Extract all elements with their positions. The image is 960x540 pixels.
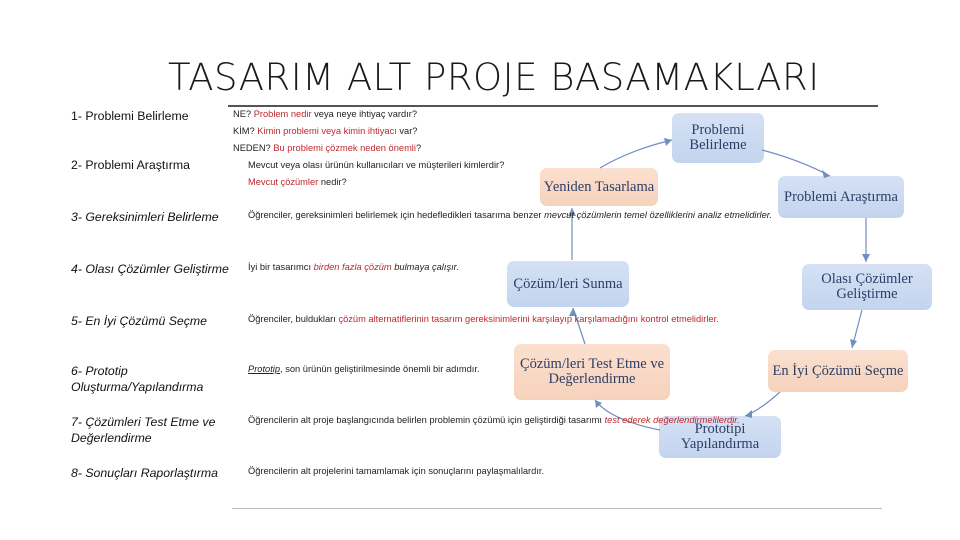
desc-5-a: Öğrenciler, buldukları bbox=[248, 314, 336, 324]
question-neden-red: Bu problemi çözmek neden önemli bbox=[273, 143, 416, 153]
desc-7 bbox=[248, 414, 740, 427]
step-2: 2- Problemi Araştırma bbox=[71, 158, 190, 172]
question-ne-red: Problem nedir bbox=[253, 109, 312, 119]
cycle-box-test-etme: Çözüm/leri Test Etme ve Değerlendirme bbox=[514, 344, 670, 400]
arrow-belirleme-to-arastirma bbox=[762, 150, 830, 176]
arrow-yeniden-to-belirleme bbox=[600, 140, 672, 168]
step-8: 8- Sonuçları Raporlaştırma bbox=[71, 466, 218, 480]
question-ne-label: NE? bbox=[233, 109, 252, 119]
desc-5 bbox=[248, 313, 719, 326]
desc-4 bbox=[248, 261, 459, 274]
cycle-box-yeniden-tasarlama: Yeniden Tasarlama bbox=[540, 168, 658, 206]
question-mevcut-rest: nedir? bbox=[320, 177, 347, 187]
page-title: TASARIM ALT PROJE BASAMAKLARI bbox=[168, 56, 820, 99]
question-kim-red: Kimin problemi veya kimin ihtiyacı bbox=[257, 126, 397, 136]
desc-5-b: çözüm alternatiflerinin tasarım gereksinimlerini karşılayıp karşılamadığını kontrol etmelidirler. bbox=[338, 314, 719, 324]
desc-4-c: bulmaya çalışır. bbox=[394, 262, 460, 272]
desc-6-a: Prototip bbox=[248, 364, 281, 374]
desc-6 bbox=[248, 363, 480, 376]
desc-6-b: , son ürünün geliştirilmesinde önemli bir adımdır. bbox=[280, 364, 480, 374]
question-neden-label: NEDEN? bbox=[233, 143, 271, 153]
cycle-box-problemi-arastirma: Problemi Araştırma bbox=[778, 176, 904, 218]
desc-3-b: mevcut çözümlerin temel özelliklerini analiz etmelidirler. bbox=[544, 210, 773, 220]
step-6: 6- Prototip Oluşturma/Yapılandırma bbox=[71, 364, 204, 394]
question-mevcut: Mevcut veya olası ürünün kullanıcıları ve müşterileri kimlerdir? bbox=[248, 160, 505, 170]
desc-3 bbox=[248, 209, 772, 222]
cycle-box-cozumleri-sunma: Çözüm/leri Sunma bbox=[507, 261, 629, 307]
question-mevcut-cozumler bbox=[248, 176, 347, 189]
desc-7-b: test ederek değerlendirmelilerdir. bbox=[604, 415, 740, 425]
question-ne bbox=[233, 108, 417, 121]
cycle-box-olasi-cozumler: Olası Çözümler Geliştirme bbox=[802, 264, 932, 310]
desc-8: Öğrencilerin alt projelerini tamamlamak için sonuçlarını paylaşmalılardır. bbox=[248, 466, 545, 476]
step-3: 3- Gereksinimleri Belirleme bbox=[71, 210, 219, 224]
step-4: 4- Olası Çözümler Geliştirme bbox=[71, 262, 229, 276]
cycle-box-problemi-belirleme: Problemi Belirleme bbox=[672, 113, 764, 163]
desc-4-a: İyi bir tasarımcı bbox=[248, 262, 312, 272]
cycle-box-prototip: Prototipi Yapılandırma bbox=[659, 416, 781, 458]
question-ne-rest: veya neye ihtiyaç vardır? bbox=[314, 109, 417, 119]
desc-4-b: birden fazla çözüm bbox=[313, 262, 392, 272]
cycle-box-en-iyi-cozum: En İyi Çözümü Seçme bbox=[768, 350, 908, 392]
desc-3-a: Öğrenciler, gereksinimleri belirlemek için hedefledikleri tasarıma benzer bbox=[248, 210, 542, 220]
bottom-divider bbox=[232, 508, 882, 509]
step-7: 7- Çözümleri Test Etme ve Değerlendirme bbox=[71, 415, 216, 445]
question-kim bbox=[233, 125, 417, 138]
step-5: 5- En İyi Çözümü Seçme bbox=[71, 314, 207, 328]
question-kim-rest: var? bbox=[399, 126, 418, 136]
step-1: 1- Problemi Belirleme bbox=[71, 109, 189, 123]
desc-7-a: Öğrencilerin alt proje başlangıcında belirlen problemin çözümü için geliştirdiği tasarımı bbox=[248, 415, 602, 425]
question-mevcut-red: Mevcut çözümler bbox=[248, 177, 319, 187]
question-neden-rest: ? bbox=[415, 143, 422, 153]
question-neden bbox=[233, 142, 421, 155]
question-kim-label: KİM? bbox=[233, 126, 255, 136]
